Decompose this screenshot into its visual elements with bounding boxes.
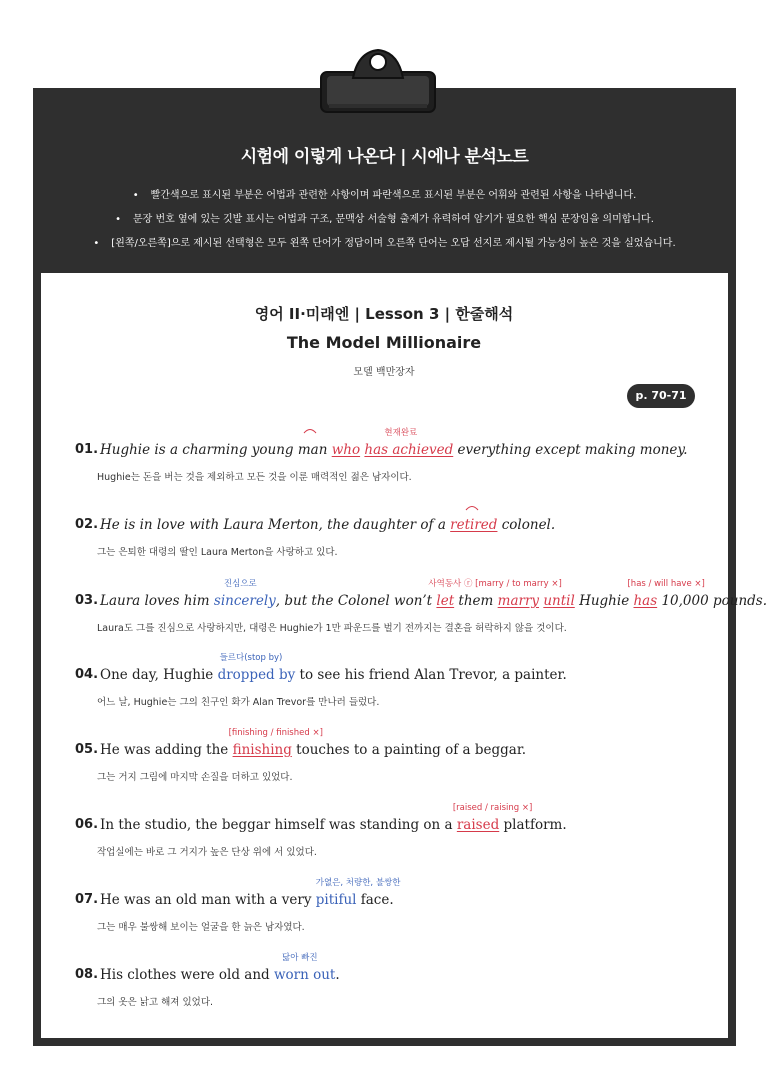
sentence-korean: 그는 거지 그림에 마지막 손질을 더하고 있었다.	[97, 772, 293, 783]
vocab-highlight	[217, 653, 296, 683]
sentence-korean: 작업실에는 바로 그 거지가 높은 단상 위에 서 있었다.	[97, 847, 317, 858]
sentence-number: 03.	[75, 593, 99, 608]
story-subtitle: 모델 백만장자	[353, 367, 415, 378]
sentence-korean: 그는 매우 불쌍해 보이는 얼굴을 한 늙은 남자였다.	[97, 922, 305, 933]
text-part: face.	[356, 892, 394, 908]
sentence-english	[100, 803, 567, 835]
lesson-title: 영어 II·미래엔 | Lesson 3 | 한줄해석	[254, 305, 514, 323]
highlight-text: retired	[450, 517, 498, 533]
text-part: He was adding the	[100, 742, 233, 758]
text-part: to see his friend Alan Trevor, a painter.	[295, 667, 567, 683]
clipboard-clip-icon	[313, 38, 443, 114]
sentence-english	[100, 428, 688, 460]
grammar-highlight	[228, 728, 323, 758]
vocab-annotation: 진심으로	[223, 579, 257, 589]
arc-mark-icon	[464, 503, 480, 511]
vocab-annotation: 가엾은, 처량한, 불쌍한	[315, 878, 401, 888]
vocab-annotation: 들르다(stop by)	[219, 653, 283, 663]
sentence-english	[100, 515, 555, 535]
grammar-highlight: marry	[497, 593, 540, 609]
vocab-highlight	[213, 579, 276, 609]
text-part: In the studio, the beggar himself was standing on a	[100, 817, 457, 833]
grammar-annotation: [finishing / finished ×]	[228, 728, 323, 738]
grammar-highlight	[627, 579, 705, 609]
vocab-highlight	[273, 953, 336, 983]
text-part: colonel.	[497, 517, 556, 533]
highlight-text: finishing	[232, 742, 292, 758]
highlight-text: pitiful	[315, 892, 357, 908]
text-part: 10,000 pounds.	[657, 593, 767, 609]
sentence-korean: 그의 옷은 낡고 해져 있었다.	[97, 997, 214, 1008]
sentence-english	[100, 728, 527, 760]
sentence-number: 05.	[75, 742, 99, 757]
sentence-korean: Laura도 그를 진심으로 사랑하지만, 대령은 Hughie가 1만 파운드를 벌기 전까지는 결혼을 허락하지 않을 것이다.	[97, 623, 567, 634]
highlight-text: has achieved	[364, 442, 454, 458]
header-title: 시험에 이렇게 나온다 | 시에나 분석노트	[240, 147, 529, 167]
text-part: He is in love with Laura Merton, the daughter of a	[100, 517, 451, 533]
highlight-text: worn out	[273, 967, 336, 983]
text-part: everything except making money.	[453, 442, 688, 458]
sentence-english	[100, 878, 401, 910]
text-part: His clothes were old and	[100, 967, 274, 983]
story-title: The Model Millionaire	[286, 333, 482, 352]
vocab-annotation: 닳아 빠진	[281, 953, 318, 963]
grammar-annotation: 현재완료	[384, 428, 418, 438]
text-part: them	[454, 593, 498, 609]
highlight-text: raised	[456, 817, 500, 833]
grammar-highlight	[450, 517, 497, 533]
text-part: touches to a painting of a beggar.	[291, 742, 527, 758]
text-part: He was an old man with a very	[100, 892, 316, 908]
grammar-highlight: who	[331, 442, 361, 458]
text-part: Hughie is a charming young man	[100, 442, 332, 458]
sentence-korean: 그는 은퇴한 대령의 딸인 Laura Merton을 사랑하고 있다.	[97, 547, 338, 558]
text-part: One day, Hughie	[100, 667, 218, 683]
highlight-text: let	[436, 593, 455, 609]
text-part: Hughie	[574, 593, 634, 609]
text-part: .	[335, 967, 340, 983]
sentence-number: 01.	[75, 442, 99, 457]
sentence-english	[100, 953, 340, 985]
grammar-annotation: 사역동사 ⓡ [marry / to marry ×]	[428, 579, 562, 589]
sentence-number: 02.	[75, 517, 99, 532]
grammar-highlight	[364, 428, 454, 458]
sentence-number: 07.	[75, 892, 99, 907]
highlight-text: has	[633, 593, 658, 609]
sentence-korean: 어느 날, Hughie는 그의 친구인 화가 Alan Trevor를 만나러 들렀다.	[97, 697, 380, 708]
grammar-annotation: [raised / raising ×]	[452, 803, 533, 813]
sentence-number: 06.	[75, 817, 99, 832]
grammar-annotation: [has / will have ×]	[627, 579, 705, 589]
page-badge: p. 70-71	[627, 384, 695, 408]
text-part: platform.	[499, 817, 567, 833]
header-notes	[33, 188, 736, 260]
arc-mark-icon	[302, 426, 318, 434]
header-note: • 빨간색으로 표시된 부분은 어법과 관련한 사항이며 파란색으로 표시된 부분은 어휘와 관련된 사항을 나타냅니다.	[33, 188, 736, 212]
highlight-text: dropped by	[217, 667, 296, 683]
header-note: • [왼쪽/오른쪽]으로 제시된 선택형은 모두 왼쪽 단어가 정답이며 오른쪽 단어는 오답 선지로 제시될 가능성이 높은 것을 실었습니다.	[33, 236, 736, 260]
grammar-highlight: until	[543, 593, 575, 609]
sentence-english	[100, 579, 767, 611]
sentence-number: 04.	[75, 667, 99, 682]
sentence-korean: Hughie는 돈을 버는 것을 제외하고 모든 것을 이룬 매력적인 젊은 남자이다.	[97, 472, 412, 483]
text-part: , but the Colonel won’t	[275, 593, 437, 609]
sentence-number: 08.	[75, 967, 99, 982]
text-part: Laura loves him	[100, 593, 214, 609]
highlight-text: sincerely	[213, 593, 276, 609]
sentence-english	[100, 653, 567, 685]
header-note: • 문장 번호 옆에 있는 깃발 표시는 어법과 구조, 문맥상 서술형 출제가 유력하여 암기가 필요한 핵심 문장임을 의미합니다.	[33, 212, 736, 236]
